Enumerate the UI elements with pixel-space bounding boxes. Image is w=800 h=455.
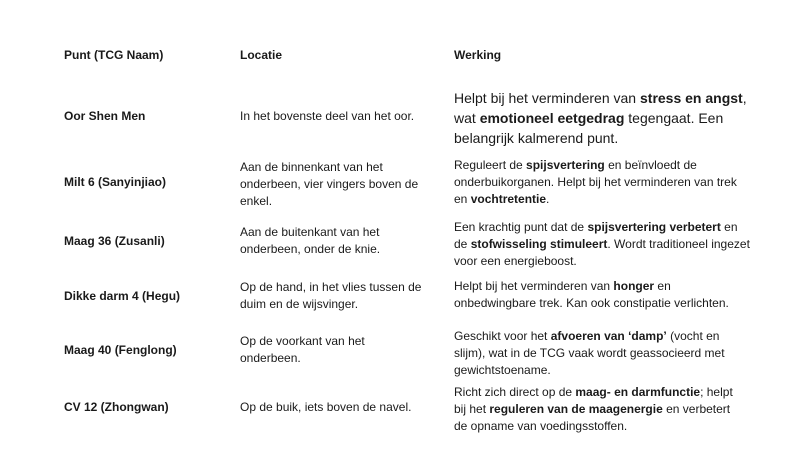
effect-emphasis: emotioneel eetgedrag [479, 110, 625, 126]
effect-emphasis: spijsvertering [526, 158, 605, 172]
row-location: Op de hand, in het vlies tussen de duim en de wijsvinger. [240, 280, 422, 311]
effect-text: Geschikt voor het [454, 329, 551, 343]
effect-text: . [546, 192, 550, 206]
row-location: Op de voorkant van het onderbeen. [240, 334, 365, 365]
row-effect [454, 328, 744, 379]
effect-emphasis: honger [613, 279, 655, 293]
effect-text: Reguleert de [454, 158, 527, 172]
effect-emphasis: reguleren van de maagenergie [489, 402, 663, 416]
effect-text: Richt zich direct op de [454, 385, 576, 399]
effect-emphasis: afvoeren van ‘damp’ [550, 329, 667, 343]
effect-text: (vocht en slijm), wat in de TCG vaak wordt geassocieerd met gewichtstoename. [454, 329, 725, 377]
header-point: Punt (TCG Naam) [64, 48, 164, 62]
row-effect [454, 278, 754, 312]
row-name: CV 12 (Zhongwan) [64, 400, 169, 414]
header-location: Locatie [240, 48, 283, 62]
effect-emphasis: maag- en darmfunctie [575, 385, 701, 399]
effect-text: , wat [454, 90, 747, 126]
effect-text: en onbedwingbare trek. Kan ook constipatie verlichten. [454, 279, 729, 310]
effect-text: en verbetert de opname van voedingsstoffen. [454, 402, 731, 433]
row-location: In het bovenste deel van het oor. [240, 109, 415, 123]
row-name: Oor Shen Men [64, 109, 146, 123]
effect-emphasis: vochtretentie [470, 192, 547, 206]
row-effect [454, 384, 744, 435]
header-effect: Werking [454, 48, 502, 62]
row-effect [454, 88, 759, 148]
effect-emphasis: stofwisseling stimuleert [470, 237, 608, 251]
row-location: Aan de binnenkant van het onderbeen, vier vingers boven de enkel. [240, 160, 419, 208]
effect-text: en beïnvloedt de onderbuikorganen. Helpt bij het verminderen van trek en [454, 158, 737, 206]
row-name: Maag 36 (Zusanli) [64, 234, 165, 248]
effect-emphasis: stress en angst [640, 90, 743, 106]
effect-text: ; helpt bij het [454, 385, 733, 416]
effect-text: . Wordt traditioneel ingezet voor een energieboost. [454, 237, 750, 268]
effect-text: tegengaat. Een belangrijk kalmerend punt. [454, 110, 724, 146]
effect-text: Helpt bij het verminderen van [454, 90, 640, 106]
row-name: Dikke darm 4 (Hegu) [64, 289, 181, 303]
row-name: Maag 40 (Fenglong) [64, 343, 177, 357]
effect-text: en de [454, 220, 738, 251]
effect-emphasis: spijsvertering verbetert [587, 220, 721, 234]
row-location: Aan de buitenkant van het onderbeen, onder de knie. [240, 225, 381, 256]
row-name: Milt 6 (Sanyinjiao) [64, 175, 167, 189]
row-effect [454, 157, 744, 208]
row-effect [454, 219, 754, 270]
effect-text: Helpt bij het verminderen van [454, 279, 614, 293]
effect-text: Een krachtig punt dat de [454, 220, 588, 234]
row-location: Op de buik, iets boven de navel. [240, 400, 412, 414]
